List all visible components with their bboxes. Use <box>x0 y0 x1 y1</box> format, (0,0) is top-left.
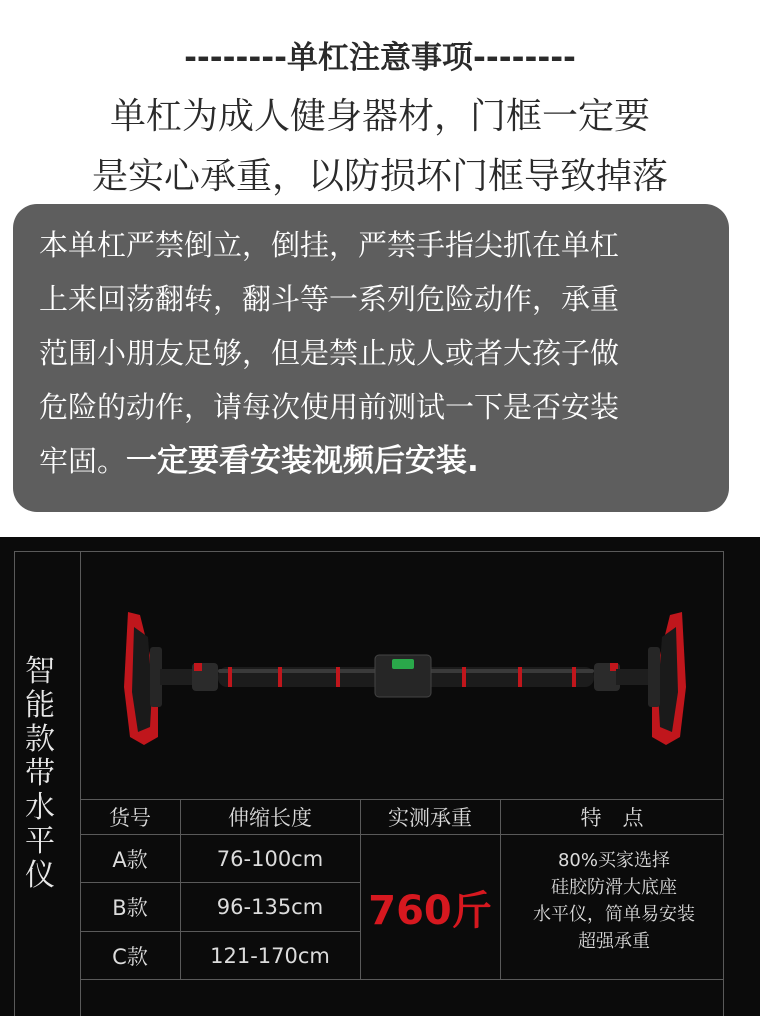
side-label-char: 水 <box>25 790 55 825</box>
warning-box <box>13 204 729 512</box>
feature-item: 硅胶防滑大底座 <box>551 877 677 898</box>
left-red-accent <box>194 663 202 671</box>
tube-stripe <box>572 667 576 687</box>
row-a-length: 76-100cm <box>216 846 324 871</box>
header-capacity: 实测承重 <box>388 806 472 830</box>
feature-item: 水平仪，简单易安装 <box>533 904 695 925</box>
warning-emphasis: 一定要看安装视频后安装. <box>126 443 479 479</box>
frame-line-top <box>14 551 724 552</box>
warning-line-2: 上来回荡翻转，翻斗等一系列危险动作，承重 <box>39 282 620 316</box>
product-panel <box>0 537 760 1016</box>
side-label-char: 能 <box>25 688 55 723</box>
left-connector <box>160 669 196 685</box>
row-c-length: 121-170cm <box>210 943 330 968</box>
tube-stripe <box>278 667 282 687</box>
side-label <box>0 655 80 995</box>
side-label-char: 带 <box>25 756 55 791</box>
notice-line-2: 是实心承重，以防损坏门框导致掉落 <box>91 156 668 197</box>
tube-stripe <box>518 667 522 687</box>
capacity-value: 760斤 <box>368 887 492 934</box>
row-b-model: B款 <box>112 896 148 920</box>
side-label-char: 仪 <box>25 858 55 893</box>
row-a-model: A款 <box>112 847 148 872</box>
notice-heading: --------单杠注意事项-------- <box>184 40 576 76</box>
warning-last-prefix: 牢固。 <box>39 444 127 478</box>
tube-stripe <box>462 667 466 687</box>
header-length: 伸缩长度 <box>228 806 312 830</box>
header-features: 特 点 <box>580 806 644 830</box>
side-label-char: 智 <box>25 654 55 689</box>
warning-line-3: 范围小朋友足够，但是禁止成人或者大孩子做 <box>39 336 620 370</box>
header-item-no: 货号 <box>109 806 151 830</box>
warning-line-4: 危险的动作，请每次使用前测试一下是否安装 <box>39 390 620 424</box>
right-pad <box>648 647 660 707</box>
warning-line-5 <box>39 434 705 488</box>
warning-line-1: 本单杠严禁倒立，倒挂，严禁手指尖抓在单杠 <box>39 228 620 262</box>
side-label-char: 款 <box>25 722 55 757</box>
row-c-model: C款 <box>112 944 148 969</box>
notice-line-1: 单杠为成人健身器材，门框一定要 <box>109 96 650 137</box>
row-b-length: 96-135cm <box>216 895 324 919</box>
level-window <box>392 659 414 669</box>
pull-up-bar-with-level-icon <box>110 597 700 747</box>
side-label-char: 平 <box>25 824 55 859</box>
features-list <box>500 847 728 955</box>
feature-item: 超强承重 <box>578 931 650 952</box>
right-connector <box>616 669 652 685</box>
feature-item: 80%买家选择 <box>557 850 670 871</box>
table-line-bottom <box>80 979 724 980</box>
tube-stripe <box>228 667 232 687</box>
tube-stripe <box>336 667 340 687</box>
